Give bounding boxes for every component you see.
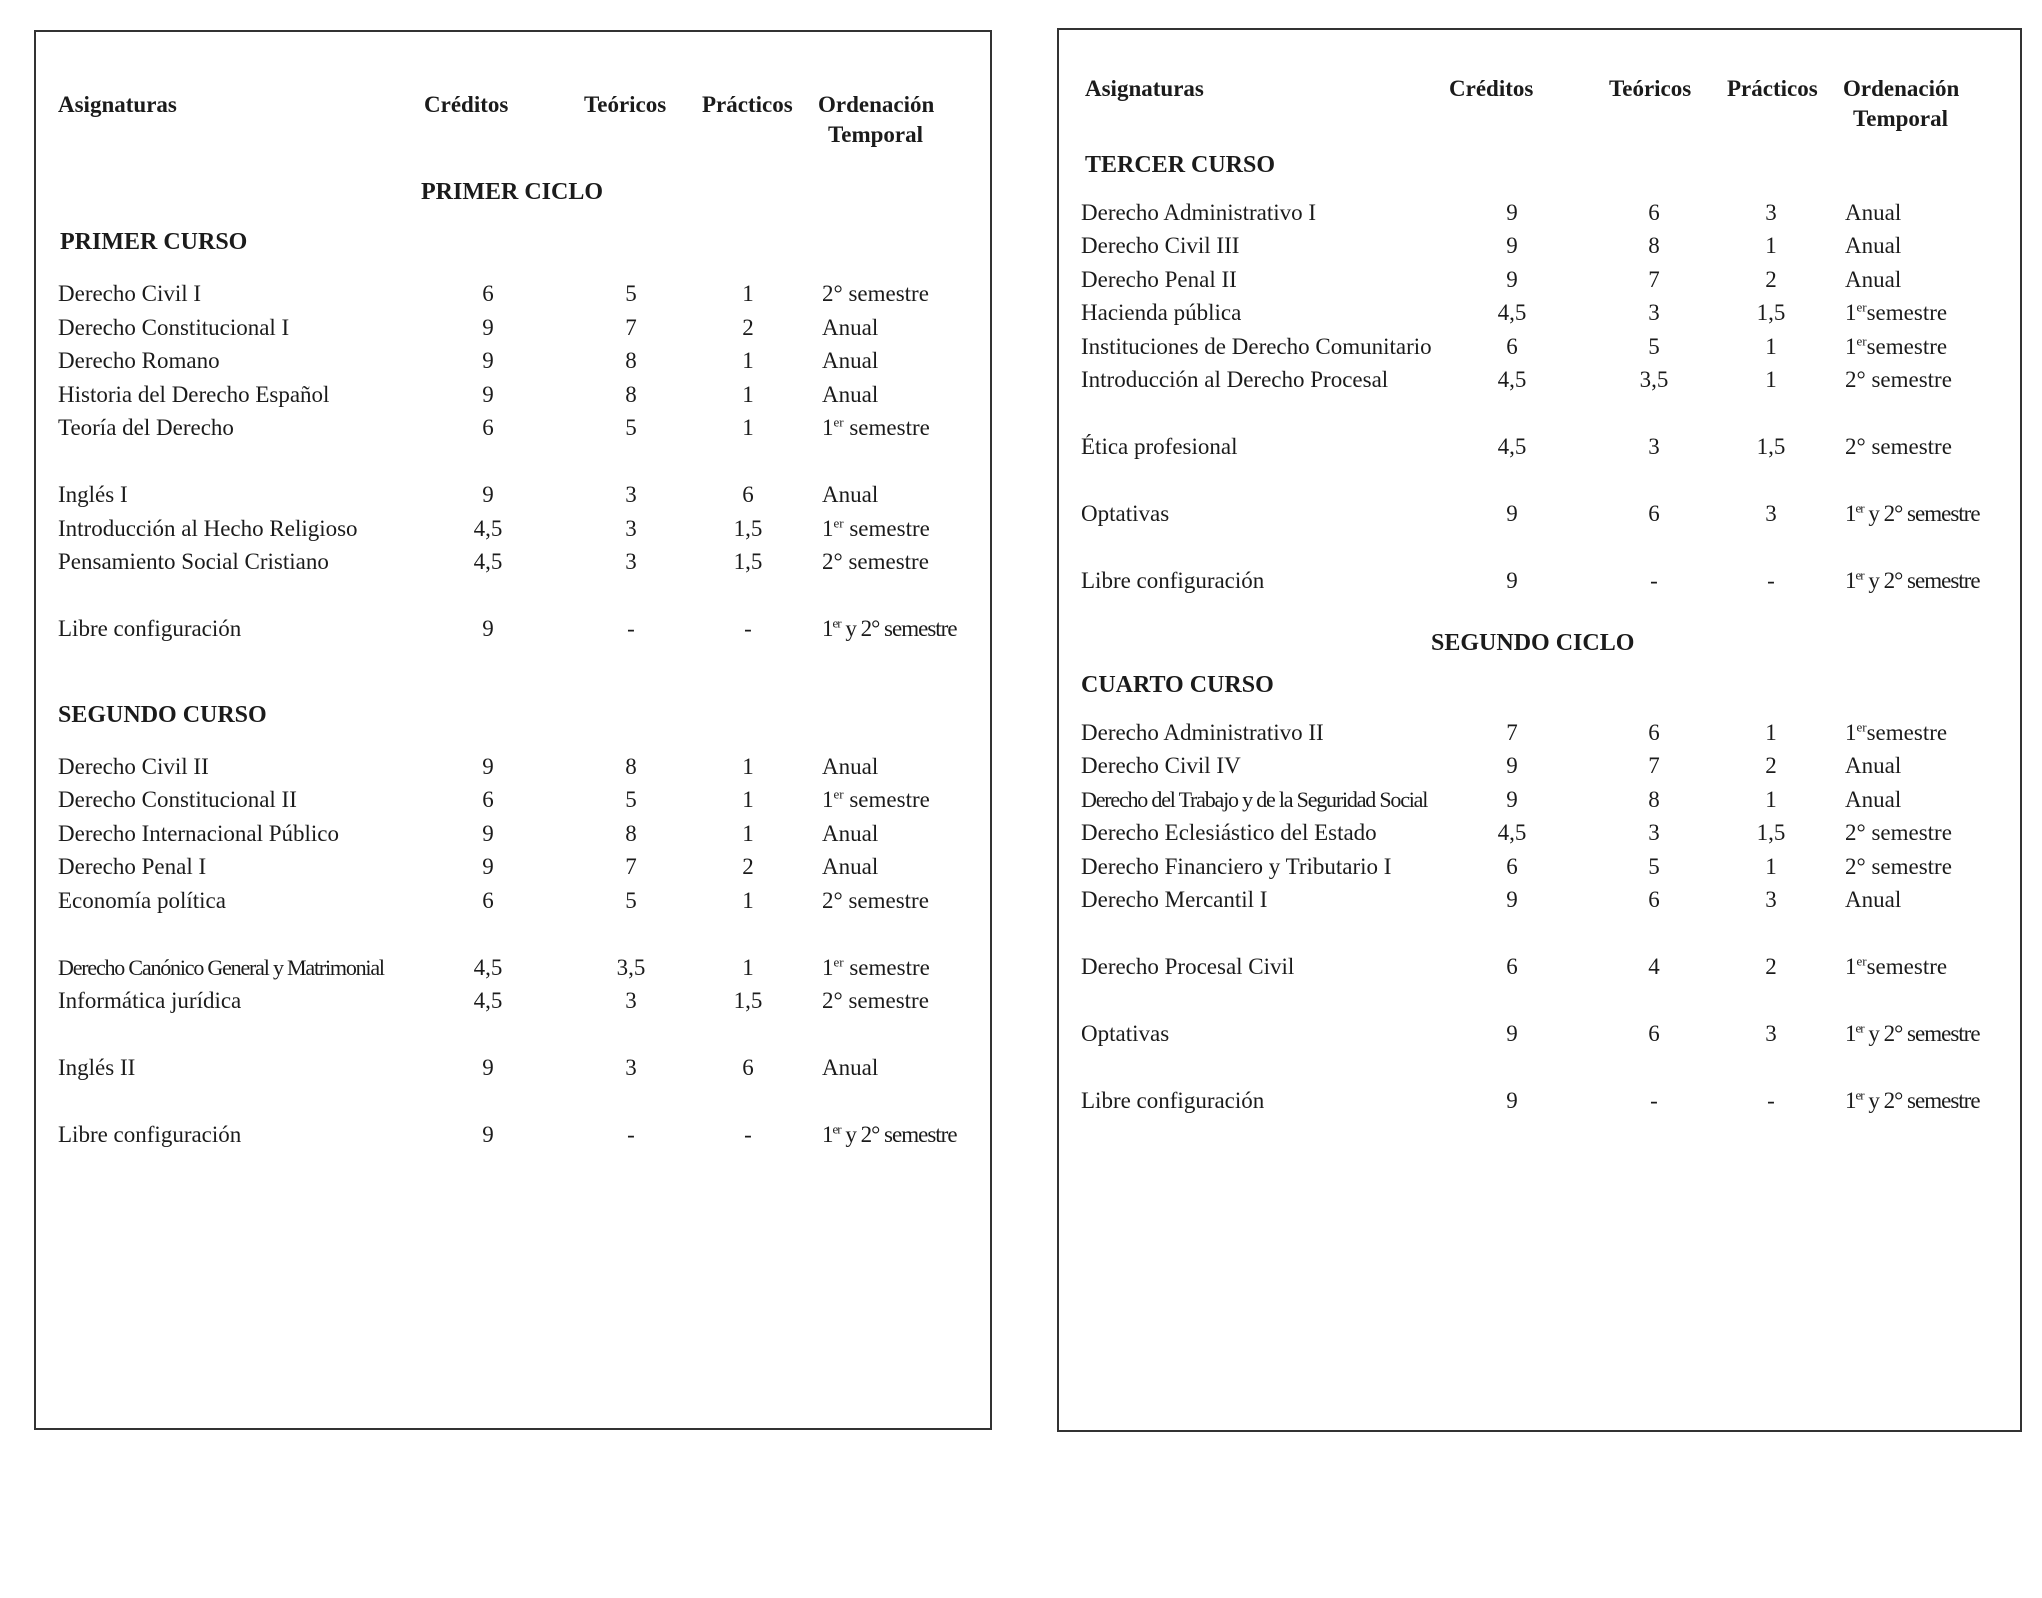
subject-name: Libre configuración xyxy=(58,1122,242,1147)
creditos-value: 9 xyxy=(1506,887,1518,912)
ciclo-title: PRIMER CICLO xyxy=(421,179,604,205)
ordenacion-value: Anual xyxy=(1845,267,1902,292)
creditos-value: 4,5 xyxy=(1497,367,1527,392)
table-row xyxy=(1059,265,2020,295)
header-ordenacion: Ordenación xyxy=(1843,76,1960,101)
table-row xyxy=(36,953,990,983)
creditos-value: 9 xyxy=(482,315,494,340)
table-row xyxy=(36,480,990,510)
subject-name: Derecho Civil II xyxy=(58,754,209,779)
table-row xyxy=(1059,785,2020,815)
subject-name: Derecho Penal II xyxy=(1081,267,1237,292)
subject-name: Informática jurídica xyxy=(58,988,242,1013)
creditos-value: 9 xyxy=(1506,787,1518,812)
table-row xyxy=(1059,432,2020,462)
ordenacion-value: 2° semestre xyxy=(1845,854,1952,879)
subject-name: Inglés II xyxy=(58,1055,136,1080)
ordenacion-value xyxy=(1845,566,1980,596)
practicos-value: 1 xyxy=(742,348,754,373)
subject-name: Derecho Eclesiástico del Estado xyxy=(1081,820,1377,845)
creditos-value: 9 xyxy=(1506,267,1518,292)
ordenacion-value xyxy=(822,785,930,815)
ordenacion-number: 1 xyxy=(822,787,834,812)
left-page xyxy=(34,30,992,1430)
practicos-value: 6 xyxy=(742,1055,754,1080)
table-row xyxy=(1059,885,2020,915)
creditos-value: 9 xyxy=(1506,501,1518,526)
ordenacion-text: y 2° semestre xyxy=(1863,501,1980,526)
creditos-value: 9 xyxy=(482,482,494,507)
ordenacion-value: 2° semestre xyxy=(822,988,929,1013)
ordenacion-text: y 2° semestre xyxy=(1863,568,1980,593)
table-row xyxy=(1059,718,2020,748)
ordenacion-value xyxy=(822,514,930,544)
practicos-value: 1 xyxy=(742,382,754,407)
creditos-value: 9 xyxy=(1506,568,1518,593)
table-row xyxy=(36,986,990,1016)
column-headers xyxy=(1059,74,2020,131)
ordenacion-value xyxy=(1845,332,1947,362)
ordenacion-value xyxy=(822,1120,957,1150)
header-temporal: Temporal xyxy=(1853,106,1948,131)
table-row xyxy=(36,279,990,309)
practicos-value: 1 xyxy=(1765,720,1777,745)
creditos-value: 9 xyxy=(1506,200,1518,225)
table-row xyxy=(1059,231,2020,261)
teoricos-value: 6 xyxy=(1648,887,1660,912)
teoricos-value: 3 xyxy=(1648,820,1660,845)
table-row xyxy=(1059,332,2020,362)
ordenacion-number: 1 xyxy=(1845,1021,1856,1046)
practicos-value: 1 xyxy=(1765,334,1777,359)
teoricos-value: - xyxy=(1650,1088,1658,1113)
teoricos-value: 5 xyxy=(625,281,637,306)
teoricos-value: 3 xyxy=(1648,300,1660,325)
creditos-value: 9 xyxy=(482,1055,494,1080)
ordenacion-superscript: er xyxy=(1855,500,1864,516)
subject-name: Economía política xyxy=(58,888,226,913)
practicos-value: 1 xyxy=(742,821,754,846)
ordenacion-superscript: er xyxy=(1856,333,1867,349)
subject-name: Derecho Administrativo I xyxy=(1081,200,1317,225)
ordenacion-text: semestre xyxy=(1866,334,1948,359)
table-row xyxy=(1059,952,2020,982)
ciclo-title: SEGUNDO CICLO xyxy=(1431,630,1635,656)
teoricos-value: 6 xyxy=(1648,200,1660,225)
teoricos-value: - xyxy=(627,616,635,641)
ordenacion-number: 1 xyxy=(1845,568,1856,593)
subject-name: Introducción al Derecho Procesal xyxy=(1081,367,1389,392)
ordenacion-value: Anual xyxy=(1845,200,1902,225)
creditos-value: 9 xyxy=(1506,753,1518,778)
teoricos-value: 8 xyxy=(625,754,637,779)
teoricos-value: 5 xyxy=(625,415,637,440)
teoricos-value: 3 xyxy=(625,1055,637,1080)
subject-name: Derecho Administrativo II xyxy=(1081,720,1324,745)
ordenacion-number: 1 xyxy=(1845,300,1857,325)
table-row xyxy=(36,886,990,916)
subject-name: Derecho Constitucional II xyxy=(58,787,297,812)
creditos-value: 9 xyxy=(482,854,494,879)
ordenacion-superscript: er xyxy=(833,414,844,430)
table-row xyxy=(1059,499,2020,529)
teoricos-value: 5 xyxy=(625,888,637,913)
creditos-value: 4,5 xyxy=(473,549,503,574)
teoricos-value: 8 xyxy=(625,821,637,846)
table-row xyxy=(36,819,990,849)
practicos-value: 2 xyxy=(742,315,754,340)
subject-name: Derecho Constitucional I xyxy=(58,315,290,340)
creditos-value: 9 xyxy=(482,616,494,641)
teoricos-value: 7 xyxy=(625,854,637,879)
teoricos-value: - xyxy=(627,1122,635,1147)
ordenacion-value: Anual xyxy=(1845,753,1902,778)
column-headers xyxy=(36,90,990,147)
ordenacion-value: 2° semestre xyxy=(822,549,929,574)
creditos-value: 6 xyxy=(482,787,494,812)
curso-title: PRIMER CURSO xyxy=(60,229,248,255)
ordenacion-text: y 2° semestre xyxy=(840,1122,957,1147)
teoricos-value: 3,5 xyxy=(1639,367,1669,392)
teoricos-value: 7 xyxy=(1648,753,1660,778)
creditos-value: 7 xyxy=(1506,720,1518,745)
table-row xyxy=(36,752,990,782)
subject-name: Libre configuración xyxy=(58,616,242,641)
ordenacion-superscript: er xyxy=(1855,567,1864,583)
table-row xyxy=(1059,818,2020,848)
teoricos-value: 4 xyxy=(1648,954,1660,979)
creditos-value: 9 xyxy=(482,754,494,779)
practicos-value: 1,5 xyxy=(1756,300,1786,325)
practicos-value: 1,5 xyxy=(1756,434,1786,459)
practicos-value: 1,5 xyxy=(733,549,763,574)
teoricos-value: 3 xyxy=(625,988,637,1013)
table-row xyxy=(1059,198,2020,228)
practicos-value: - xyxy=(744,1122,752,1147)
ordenacion-value: Anual xyxy=(822,821,879,846)
practicos-value: 1 xyxy=(742,281,754,306)
ordenacion-superscript: er xyxy=(1856,719,1867,735)
subject-name: Derecho Penal I xyxy=(58,854,207,879)
ordenacion-value: Anual xyxy=(822,315,879,340)
practicos-value: 2 xyxy=(1765,267,1777,292)
subject-name: Derecho Civil III xyxy=(1081,233,1240,258)
ordenacion-value: Anual xyxy=(1845,887,1902,912)
teoricos-value: 6 xyxy=(1648,1021,1660,1046)
header-creditos: Créditos xyxy=(424,92,509,117)
creditos-value: 4,5 xyxy=(473,988,503,1013)
ordenacion-value xyxy=(1845,1019,1980,1049)
ordenacion-number: 1 xyxy=(822,415,834,440)
ordenacion-superscript: er xyxy=(833,954,844,970)
creditos-value: 4,5 xyxy=(1497,434,1527,459)
subject-name: Ética profesional xyxy=(1081,434,1238,459)
ordenacion-value: Anual xyxy=(822,754,879,779)
ordenacion-superscript: er xyxy=(832,1121,841,1137)
ordenacion-value xyxy=(822,953,930,983)
header-asignaturas: Asignaturas xyxy=(58,92,177,117)
subject-name: Derecho Civil I xyxy=(58,281,202,306)
ordenacion-text: semestre xyxy=(843,787,930,812)
table-row xyxy=(1059,566,2020,596)
practicos-value: 1,5 xyxy=(1756,820,1786,845)
ordenacion-value: Anual xyxy=(822,348,879,373)
ordenacion-value: Anual xyxy=(822,1055,879,1080)
table-row xyxy=(36,547,990,577)
ordenacion-value: 2° semestre xyxy=(822,888,929,913)
practicos-value: - xyxy=(744,616,752,641)
subject-name: Libre configuración xyxy=(1081,1088,1265,1113)
teoricos-value: 6 xyxy=(1648,501,1660,526)
teoricos-value: 8 xyxy=(1648,787,1660,812)
practicos-value: 1 xyxy=(1765,787,1777,812)
table-row xyxy=(36,413,990,443)
ordenacion-superscript: er xyxy=(833,786,844,802)
practicos-value: 1 xyxy=(742,888,754,913)
header-practicos: Prácticos xyxy=(1727,76,1818,101)
ordenacion-value xyxy=(822,614,957,644)
teoricos-value: 5 xyxy=(1648,334,1660,359)
ordenacion-number: 1 xyxy=(822,955,834,980)
creditos-value: 4,5 xyxy=(1497,820,1527,845)
right-page xyxy=(1057,28,2022,1432)
creditos-value: 9 xyxy=(482,1122,494,1147)
subject-name: Historia del Derecho Español xyxy=(58,382,330,407)
ordenacion-value: Anual xyxy=(822,382,879,407)
ordenacion-text: semestre xyxy=(1866,954,1948,979)
creditos-value: 6 xyxy=(1506,854,1518,879)
ordenacion-superscript: er xyxy=(1855,1087,1864,1103)
teoricos-value: 3 xyxy=(625,482,637,507)
creditos-value: 6 xyxy=(482,888,494,913)
ordenacion-text: semestre xyxy=(843,516,930,541)
practicos-value: 1 xyxy=(1765,367,1777,392)
header-ordenacion: Ordenación xyxy=(818,92,935,117)
ordenacion-superscript: er xyxy=(832,615,841,631)
table-row xyxy=(36,313,990,343)
ordenacion-number: 1 xyxy=(1845,334,1857,359)
ordenacion-value xyxy=(1845,718,1947,748)
ordenacion-value xyxy=(1845,499,1980,529)
table-row xyxy=(1059,751,2020,781)
creditos-value: 9 xyxy=(482,821,494,846)
ordenacion-number: 1 xyxy=(822,516,834,541)
ordenacion-value xyxy=(1845,298,1947,328)
creditos-value: 6 xyxy=(1506,334,1518,359)
ordenacion-superscript: er xyxy=(833,515,844,531)
subject-name: Optativas xyxy=(1081,1021,1170,1046)
curso-title: SEGUNDO CURSO xyxy=(58,702,267,728)
creditos-value: 6 xyxy=(482,281,494,306)
creditos-value: 4,5 xyxy=(1497,300,1527,325)
practicos-value: 1,5 xyxy=(733,988,763,1013)
table-row xyxy=(1059,298,2020,328)
practicos-value: - xyxy=(1767,568,1775,593)
practicos-value: 1,5 xyxy=(733,516,763,541)
ordenacion-value: 2° semestre xyxy=(1845,367,1952,392)
ordenacion-superscript: er xyxy=(1855,1020,1864,1036)
practicos-value: 3 xyxy=(1765,200,1777,225)
ordenacion-superscript: er xyxy=(1856,953,1867,969)
subject-name: Derecho del Trabajo y de la Seguridad Social xyxy=(1081,787,1428,812)
teoricos-value: 3 xyxy=(625,549,637,574)
practicos-value: 1 xyxy=(742,415,754,440)
header-creditos: Créditos xyxy=(1449,76,1534,101)
practicos-value: 1 xyxy=(1765,854,1777,879)
creditos-value: 9 xyxy=(482,348,494,373)
ordenacion-number: 1 xyxy=(1845,1088,1856,1113)
ordenacion-value xyxy=(1845,1086,1980,1116)
practicos-value: 1 xyxy=(742,955,754,980)
table-row xyxy=(36,852,990,882)
ordenacion-text: semestre xyxy=(1866,720,1948,745)
table-row xyxy=(36,1120,990,1150)
table-row xyxy=(36,1053,990,1083)
teoricos-value: 8 xyxy=(625,382,637,407)
ordenacion-value: Anual xyxy=(822,482,879,507)
practicos-value: 6 xyxy=(742,482,754,507)
curso-title: TERCER CURSO xyxy=(1085,152,1276,178)
ordenacion-value xyxy=(1845,952,1947,982)
header-asignaturas: Asignaturas xyxy=(1085,76,1204,101)
practicos-value: 2 xyxy=(1765,753,1777,778)
practicos-value: 1 xyxy=(742,787,754,812)
creditos-value: 9 xyxy=(1506,1021,1518,1046)
creditos-value: 9 xyxy=(482,382,494,407)
teoricos-value: 3 xyxy=(625,516,637,541)
ordenacion-number: 1 xyxy=(1845,501,1856,526)
subject-name: Instituciones de Derecho Comunitario xyxy=(1081,334,1432,359)
ordenacion-value: 2° semestre xyxy=(1845,434,1952,459)
table-row xyxy=(36,614,990,644)
ordenacion-text: y 2° semestre xyxy=(1863,1088,1980,1113)
subject-name: Libre configuración xyxy=(1081,568,1265,593)
table-row xyxy=(36,380,990,410)
ordenacion-value: Anual xyxy=(1845,787,1902,812)
subject-name: Derecho Financiero y Tributario I xyxy=(1081,854,1392,879)
teoricos-value: 5 xyxy=(1648,854,1660,879)
ordenacion-superscript: er xyxy=(1856,299,1867,315)
ordenacion-text: y 2° semestre xyxy=(1863,1021,1980,1046)
creditos-value: 9 xyxy=(1506,233,1518,258)
table-row xyxy=(36,514,990,544)
creditos-value: 9 xyxy=(1506,1088,1518,1113)
header-teoricos: Teóricos xyxy=(584,92,667,117)
creditos-value: 4,5 xyxy=(473,955,503,980)
teoricos-value: 7 xyxy=(1648,267,1660,292)
teoricos-value: - xyxy=(1650,568,1658,593)
creditos-value: 6 xyxy=(482,415,494,440)
ordenacion-value: Anual xyxy=(1845,233,1902,258)
ordenacion-text: semestre xyxy=(1866,300,1948,325)
ordenacion-number: 1 xyxy=(822,616,833,641)
subject-name: Teoría del Derecho xyxy=(58,415,234,440)
subject-name: Derecho Mercantil I xyxy=(1081,887,1268,912)
practicos-value: 2 xyxy=(1765,954,1777,979)
teoricos-value: 7 xyxy=(625,315,637,340)
table-row xyxy=(36,785,990,815)
teoricos-value: 5 xyxy=(625,787,637,812)
subject-name: Hacienda pública xyxy=(1081,300,1242,325)
ordenacion-text: semestre xyxy=(843,955,930,980)
teoricos-value: 8 xyxy=(1648,233,1660,258)
header-temporal: Temporal xyxy=(828,122,923,147)
table-row xyxy=(1059,1019,2020,1049)
subject-name: Derecho Canónico General y Matrimonial xyxy=(58,955,384,980)
header-practicos: Prácticos xyxy=(702,92,793,117)
subject-name: Optativas xyxy=(1081,501,1170,526)
ordenacion-value: 2° semestre xyxy=(822,281,929,306)
subject-name: Derecho Civil IV xyxy=(1081,753,1241,778)
subject-name: Pensamiento Social Cristiano xyxy=(58,549,329,574)
creditos-value: 6 xyxy=(1506,954,1518,979)
teoricos-value: 8 xyxy=(625,348,637,373)
ordenacion-value xyxy=(822,413,930,443)
practicos-value: 1 xyxy=(1765,233,1777,258)
curso-title: CUARTO CURSO xyxy=(1081,672,1274,698)
ordenacion-number: 1 xyxy=(1845,720,1857,745)
practicos-value: 1 xyxy=(742,754,754,779)
table-row xyxy=(1059,1086,2020,1116)
subject-name: Derecho Internacional Público xyxy=(58,821,339,846)
ordenacion-text: semestre xyxy=(843,415,930,440)
ordenacion-text: y 2° semestre xyxy=(840,616,957,641)
subject-name: Inglés I xyxy=(58,482,128,507)
table-row xyxy=(36,346,990,376)
header-teoricos: Teóricos xyxy=(1609,76,1692,101)
practicos-value: 2 xyxy=(742,854,754,879)
table-row xyxy=(1059,365,2020,395)
teoricos-value: 6 xyxy=(1648,720,1660,745)
creditos-value: 4,5 xyxy=(473,516,503,541)
practicos-value: 3 xyxy=(1765,887,1777,912)
table-row xyxy=(1059,852,2020,882)
ordenacion-value: 2° semestre xyxy=(1845,820,1952,845)
teoricos-value: 3,5 xyxy=(616,955,646,980)
subject-name: Introducción al Hecho Religioso xyxy=(58,516,358,541)
ordenacion-number: 1 xyxy=(1845,954,1857,979)
practicos-value: - xyxy=(1767,1088,1775,1113)
ordenacion-number: 1 xyxy=(822,1122,833,1147)
practicos-value: 3 xyxy=(1765,501,1777,526)
teoricos-value: 3 xyxy=(1648,434,1660,459)
ordenacion-value: Anual xyxy=(822,854,879,879)
practicos-value: 3 xyxy=(1765,1021,1777,1046)
subject-name: Derecho Procesal Civil xyxy=(1081,954,1295,979)
subject-name: Derecho Romano xyxy=(58,348,220,373)
